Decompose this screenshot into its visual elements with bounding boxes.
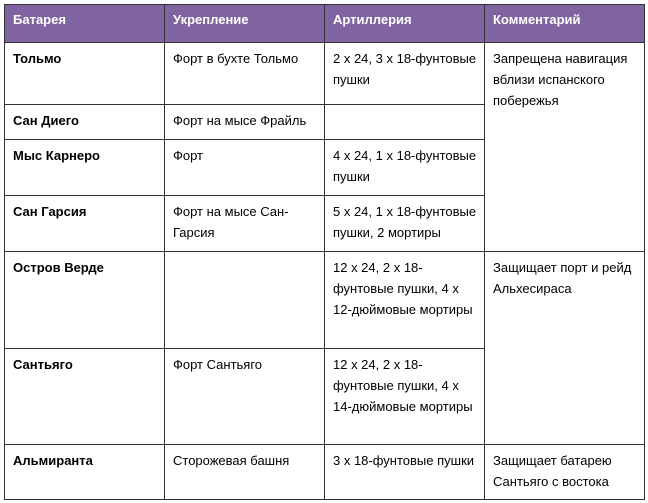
fortification-cell: Форт Сантьяго — [165, 349, 325, 445]
table-row — [5, 252, 645, 349]
battery-cell: Сантьяго — [5, 349, 165, 445]
fortification-cell: Форт на мысе Сан-Гарсия — [165, 196, 325, 252]
comment-cell: Защищает порт и рейд Альхесираса — [485, 252, 645, 445]
fortification-cell: Форт в бухте Тольмо — [165, 43, 325, 105]
fortification-cell: Форт — [165, 140, 325, 196]
battery-cell: Тольмо — [5, 43, 165, 105]
artillery-cell: 5 x 24, 1 x 18-фунтовые пушки, 2 мортиры — [325, 196, 485, 252]
comment-cell: Защищает батарею Сантьяго с востока — [485, 445, 645, 500]
battery-cell: Сан Гарсия — [5, 196, 165, 252]
fortification-cell — [165, 252, 325, 349]
artillery-cell — [325, 105, 485, 140]
batteries-table — [4, 4, 645, 500]
battery-cell: Альмиранта — [5, 445, 165, 500]
header-battery: Батарея — [5, 5, 165, 43]
artillery-cell: 2 x 24, 3 x 18-фунтовые пушки — [325, 43, 485, 105]
table-header-row — [5, 5, 645, 43]
artillery-cell: 12 x 24, 2 x 18-фунтовые пушки, 4 x 12-дюймовые мортиры — [325, 252, 485, 349]
table-row — [5, 445, 645, 500]
fortification-cell: Форт на мысе Фрайль — [165, 105, 325, 140]
header-artillery: Артиллерия — [325, 5, 485, 43]
table-row — [5, 43, 645, 105]
fortification-cell: Сторожевая башня — [165, 445, 325, 500]
battery-cell: Остров Верде — [5, 252, 165, 349]
artillery-cell: 3 x 18-фунтовые пушки — [325, 445, 485, 500]
artillery-cell: 12 x 24, 2 x 18-фунтовые пушки, 4 x 14-дюймовые мортиры — [325, 349, 485, 445]
comment-cell: Запрещена навигация вблизи испанского побережья — [485, 43, 645, 252]
artillery-cell: 4 x 24, 1 x 18-фунтовые пушки — [325, 140, 485, 196]
header-fortification: Укрепление — [165, 5, 325, 43]
header-comment: Комментарий — [485, 5, 645, 43]
battery-cell: Сан Диего — [5, 105, 165, 140]
battery-cell: Мыс Карнеро — [5, 140, 165, 196]
